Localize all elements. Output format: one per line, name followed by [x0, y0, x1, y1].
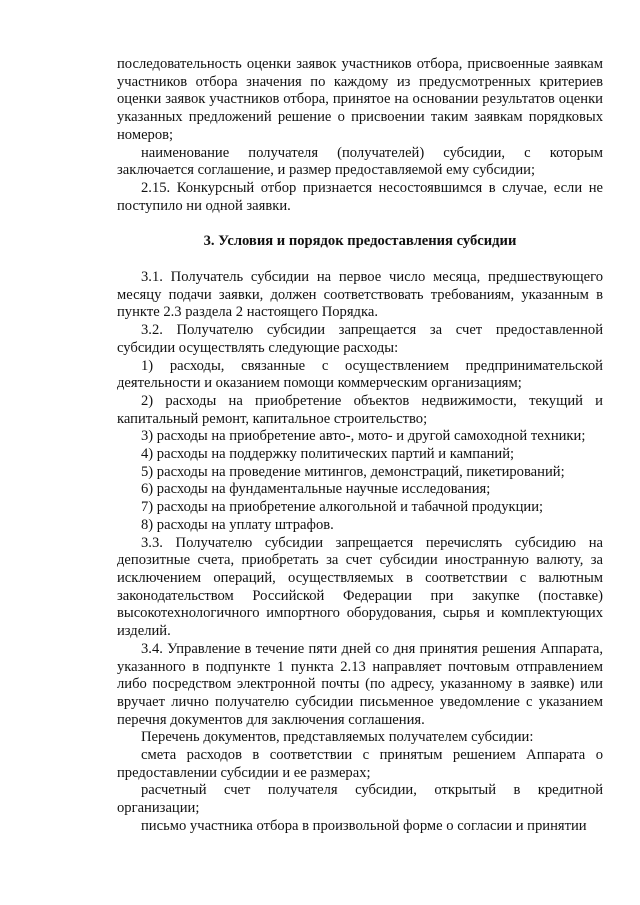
paragraph: письмо участника отбора в произвольной форме о согласии и принятии: [141, 817, 587, 834]
paragraph: 3.2. Получателю субсидии запрещается за счет предоставленной субсидии осуществлять следующие расходы:: [117, 322, 603, 356]
paragraph: 3.1. Получатель субсидии на первое число месяца, предшествующего месяцу подачи заявки, должен соответствовать требованиям, указанным в пункте 2.3 раздела 2 настоящего Порядка.: [117, 269, 603, 321]
list-item: 7) расходы на приобретение алкогольной и табачной продукции;: [141, 499, 544, 516]
list-item: 8) расходы на уплату штрафов.: [141, 516, 334, 533]
list-item: 5) расходы на проведение митингов, демонстраций, пикетирований;: [141, 463, 565, 480]
list-item: 1) расходы, связанные с осуществлением предпринимательской деятельности и оказанием помощи коммерческим организациям;: [117, 357, 603, 392]
paragraph: 3.3. Получателю субсидии запрещается перечислять субсидию на депозитные счета, приобретать за счет субсидии иностранную валюту, за исключением операций, осуществляемых в соответствии с валютным законодательством Российской Федерации при закупке (поставке) высокотехнологичного импортного оборудования, сырья и комплектующих изделий.: [117, 534, 603, 640]
paragraph: смета расходов в соответствии с принятым решением Аппарата о предоставлении субсидии и ее размерах;: [117, 747, 603, 781]
section-heading: 3. Условия и порядок предоставления субсидии: [203, 233, 517, 250]
list-item: 2) расходы на приобретение объектов недвижимости, текущий и капитальный ремонт, капитальное строительство;: [117, 392, 603, 427]
paragraph: Перечень документов, представляемых получателем субсидии:: [141, 729, 534, 746]
list-item: 6) расходы на фундаментальные научные исследования;: [141, 481, 491, 498]
list-item: 4) расходы на поддержку политических партий и кампаний;: [141, 446, 515, 463]
list-item: 3) расходы на приобретение авто-, мото- и другой самоходной техники;: [141, 428, 586, 445]
document-page: [117, 56, 603, 836]
paragraph: расчетный счет получателя субсидии, открытый в кредитной организации;: [117, 782, 603, 817]
paragraph: наименование получателя (получателей) субсидии, с которым заключается соглашение, и размер предоставляемой ему субсидии;: [117, 144, 603, 179]
paragraph: последовательность оценки заявок участников отбора, присвоенные заявкам участников отбора значения по каждому из предусмотренных критериев оценки заявок участников отбора, принятое на основании результатов оценки указанных предложений решение о присвоении таким заявкам порядковых номеров;: [117, 56, 603, 143]
paragraph: 2.15. Конкурсный отбор признается несостоявшимся в случае, если не поступило ни одной заявки.: [117, 179, 603, 214]
paragraph: 3.4. Управление в течение пяти дней со дня принятия решения Аппарата, указанного в подпункте 1 пункта 2.13 направляет почтовым отправлением либо посредством электронной почты (по адресу, указанному в заявке) или вручает лично получателю субсидии письменное уведомление с указанием перечня документов для заключения соглашения.: [117, 640, 603, 728]
